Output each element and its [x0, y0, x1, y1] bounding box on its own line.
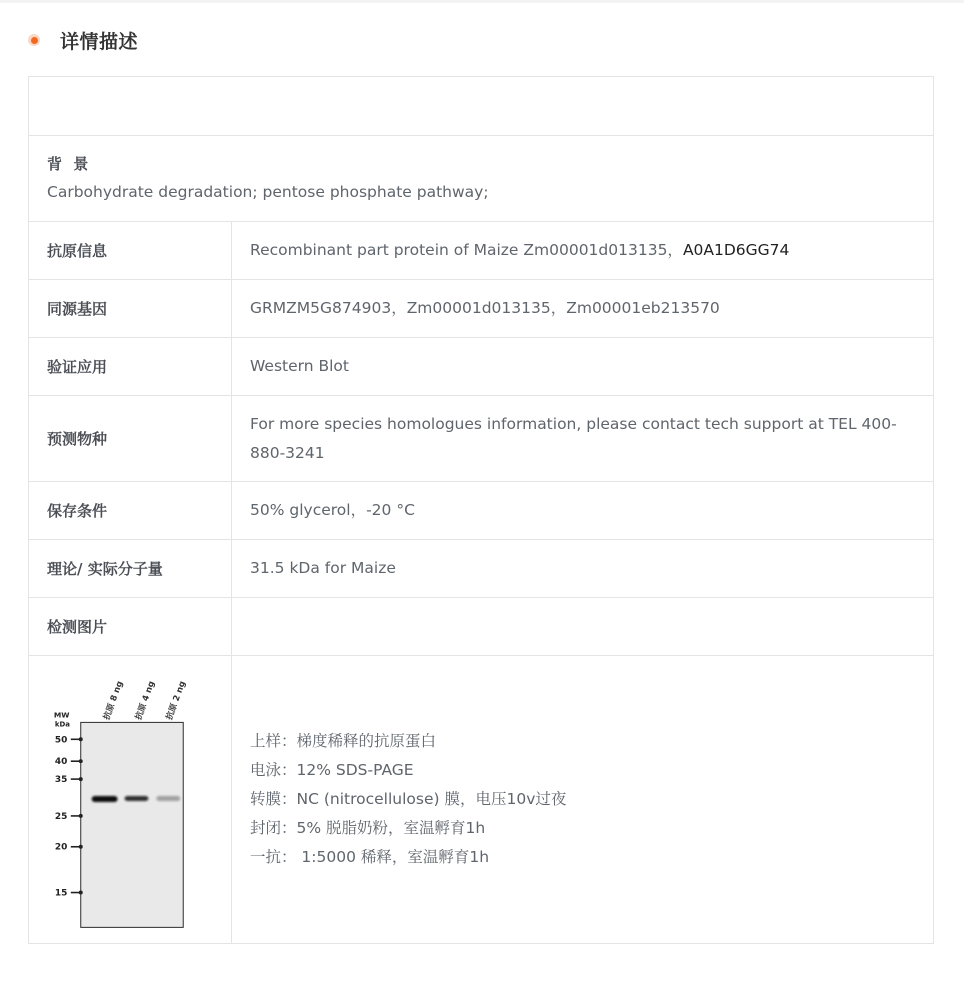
row-value: [232, 222, 933, 279]
table-row-homolog-genes: [29, 279, 933, 337]
blot-cell: [29, 656, 232, 944]
table-row-molecular-weight: [29, 539, 933, 597]
blot-membrane: [81, 722, 183, 927]
condition-line: 封闭：5% 脱脂奶粉，室温孵育1h: [250, 819, 486, 837]
blot-band: [92, 796, 118, 802]
detail-table: [28, 76, 934, 944]
table-row-detection-image: [29, 597, 933, 655]
row-label: 保存条件: [29, 482, 232, 539]
row-label: 抗原信息: [29, 222, 232, 279]
row-value: GRMZM5G874903，Zm00001d013135，Zm00001eb213570: [250, 299, 720, 317]
top-divider: [0, 0, 964, 3]
condition-line: 一抗： 1:5000 稀释，室温孵育1h: [250, 848, 490, 866]
row-label: 同源基因: [29, 280, 232, 337]
table-row-antigen: [29, 221, 933, 279]
background-label: 背 景: [47, 154, 92, 173]
table-row-application: [29, 337, 933, 395]
conditions-cell: [232, 656, 933, 943]
row-label: 理论/ 实际分子量: [29, 540, 232, 597]
condition-line: 上样：梯度稀释的抗原蛋白: [250, 732, 437, 750]
condition-line: 转膜：NC (nitrocellulose) 膜，电压10v过夜: [250, 790, 567, 808]
lane-label: 抗原 2 ng: [163, 679, 188, 722]
table-row-blot: [29, 655, 933, 943]
section-header: [28, 26, 138, 54]
row-value: 31.5 kDa for Maize: [250, 559, 396, 577]
row-label: 预测物种: [29, 396, 232, 481]
bullet-dot-icon: [28, 34, 40, 46]
lane-label: 抗原 4 ng: [132, 679, 157, 722]
marker-label: 35: [54, 775, 68, 786]
lane-label: 抗原 8 ng: [101, 679, 125, 722]
row-label: 检测图片: [29, 598, 232, 655]
section-title: 详情描述: [60, 30, 139, 53]
antigen-text: Recombinant part protein of Maize Zm00001d013135，: [250, 241, 683, 259]
table-row-background: [29, 135, 933, 221]
table-row-storage: [29, 481, 933, 539]
table-row-species: [29, 395, 933, 481]
kda-label: kDa: [54, 720, 70, 729]
marker-dot: [79, 777, 83, 781]
marker-label: 20: [54, 842, 68, 853]
marker-label: 25: [54, 811, 68, 822]
marker-label: 40: [54, 757, 68, 768]
blot-band: [156, 796, 180, 801]
marker-dot: [79, 845, 83, 849]
antigen-accession: A0A1D6GG74: [682, 241, 790, 259]
row-value: Western Blot: [250, 357, 349, 375]
condition-line: 电泳：12% SDS-PAGE: [250, 761, 414, 779]
table-row-empty: [29, 77, 933, 135]
row-label: 验证应用: [29, 338, 232, 395]
marker-dot: [79, 759, 83, 763]
marker-label: 15: [54, 888, 68, 899]
blot-band: [125, 796, 149, 801]
marker-dot: [79, 891, 83, 895]
background-text: Carbohydrate degradation; pentose phosphate pathway;: [47, 182, 489, 201]
western-blot-image: [29, 656, 231, 944]
row-value: [232, 598, 933, 655]
mw-label: MW: [53, 710, 70, 720]
marker-dot: [79, 814, 83, 818]
row-value: 50% glycerol，-20 °C: [250, 501, 415, 519]
row-value: For more species homologues information, please contact tech support at TEL 400-880-3241: [250, 414, 897, 462]
marker-label: 50: [54, 735, 68, 746]
marker-dot: [79, 737, 83, 741]
